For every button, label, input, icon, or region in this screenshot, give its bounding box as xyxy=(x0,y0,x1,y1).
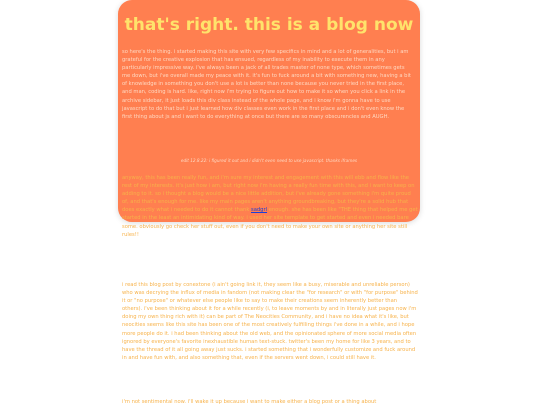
edit-note: edit 12.8.22: i figured it out and i didn't even need to use javascript. thanks iframes xyxy=(180,158,358,163)
sadgrl-link[interactable]: sadgrl xyxy=(251,207,268,214)
post-paragraph-3: i'm not sentimental now. i'll wake it up because i want to make either a blog post or a thing about xyxy=(122,399,377,405)
post-intro-paragraph: so here's the thing. i started making this site with very few specifics in mind and a lot of generalities, but i am grateful for the creative explosion that has ensued, regardless of my inability to execute them in any particularly impressive way. i've always been a jack of all trades master of none type, which sometimes gets me down, but i've overall made my peace with it. it's fun to fuck around a bit with something new, having a bit of knowledge in something you don't use a lot is better than none because you never tried in the first place, and man, coding is hard. like, right now i'm trying to figure out how to make it so when you click a link in the archive sidebar, it just loads this div class instead of the whole page, and i know i'm gonna have to use javascript to do that but i just learned how div classes even work in the first place and i don't even know the first thing about js and i want to do everything at once but there are so many obscurencies and AUGH. xyxy=(122,49,411,120)
post-body-paragraph xyxy=(122,174,418,239)
post-title: that's right. this is a blog now xyxy=(124,15,414,35)
body-text-after-link: enough. she has been like "THE thing that helped me get started in the least an intimidating kind of way. i used her site template to get started and even i needed bare some. obviously go check her stuff out, even if you don't need to make your own site or anything her site still rules!! xyxy=(122,207,418,238)
post-paragraph-2: i read this blog post by conextone (i ain't going link it, they seem like a busy, miserable and unreliable person) who was decrying the influx of media in fandom (not making clear the "for research" or with "for purpose" behind it or "no purpose" or whatever else people like to say to make their creations seem inherently better than others). i've been thinking about it for a while recently (i, to leave moments by and in literally just pages now i'm doing my own thing rich with it) can be part of The Neocities Community, and i have no idea what it's like, but neocities seems like this site has been one of the most creatively fulfilling things i've done in a while, and i hope more people do it. i had been thinking about the old web, and the opinionated sphere of more social media often ignored by everyone's favorite inexhaustible human text-stuck. twitter's been my home for like 3 years, and to have the thread of it all going away just sucks. i started something that i wonderfully customize and fuck around in and have fun with, and also something that, even if the servers went down, i could still have it. xyxy=(122,282,418,361)
body-text-before-link: anyway, this has been really fun, and i'm sure my interest and engagement with this will ebb and flow like the rest of my interests. it's just how i am, but right now i'm having a really fun time with this, and i want to keep on adding to it. so i thought a blog would be a nice little addition, but i've already gone something i'm quite proud of, and that's enough for me. like my main pages aren't anything groundbreaking, but they're a solid hub that does exactly what i needed to do it cannot thank xyxy=(122,175,415,214)
